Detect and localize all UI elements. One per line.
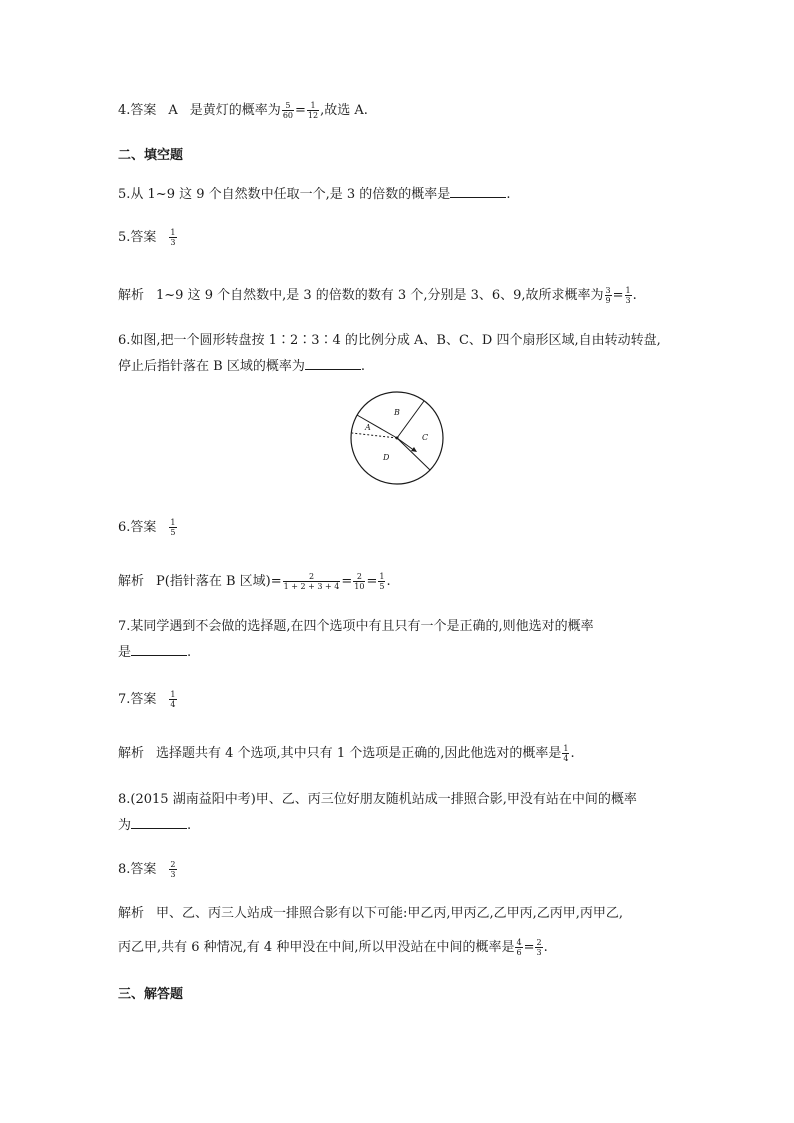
q4-answer-line: 4.答案 A 是黄灯的概率为 $\frac{5}{60}$ = $\frac{1}{12}$ ,故选 A. [118,101,368,120]
q4-answer-choice: A [168,103,178,118]
sector-divider-ab [357,415,397,438]
q6-answer [118,518,178,537]
q8-analysis-line1: 解析 甲、乙、丙三人站成一排照合影有以下可能:甲乙丙,甲丙乙,乙甲丙,乙丙甲,丙甲乙, [118,906,624,921]
answer-label: 8.答案 [118,862,157,877]
section-title-fill-blank: 二、填空题 [118,148,184,163]
answer-blank [450,184,506,198]
analysis-label: 解析 [118,288,145,303]
q6-question-line1: 6.如图,把一个圆形转盘按 1∶2∶3∶4 的比例分成 A、B、C、D 四个扇形区域,自由转动转盘, [118,333,661,348]
analysis-label: 解析 [118,746,145,761]
answer-blank [131,642,187,656]
analysis-label: 解析 [118,906,145,921]
answer-label: 7.答案 [118,692,157,707]
sector-label-a: A [365,423,371,432]
q6-question-line2: 停止后指针落在 B 区域的概率为 . [118,356,365,376]
pointer-needle [397,438,415,451]
fraction: $\frac{1}{5}$ [379,572,385,591]
q8-answer [118,860,178,879]
fraction: $\frac{1}{4}$ [563,744,569,763]
answer-blank [305,356,361,370]
analysis-label: 解析 [118,574,145,589]
q7-question-line1: 7.某同学遇到不会做的选择题,在四个选项中有且只有一个是正确的,则他选对的概率 [118,619,594,634]
fraction: $\frac{1}{3}$ [170,228,176,247]
q8-analysis-line2: 丙乙甲,共有 6 种情况,有 4 种甲没在中间,所以甲没站在中间的概率是 $\frac{4}{6}$ = $\frac{2}{3}$ . [118,938,548,957]
fraction: $\frac{2}{1 + 2 + 3 + 4}$ [283,572,340,591]
q5-answer [118,228,178,247]
q8-question-line1: 8.(2015 湖南益阳中考)甲、乙、丙三位好朋友随机站成一排照合影,甲没有站在中间的概率 [118,792,637,807]
fraction: $\frac{5}{60}$ [282,101,293,120]
q4-answer-text: 是黄灯的概率为 [189,103,281,118]
fraction: $\frac{3}{9}$ [605,286,611,305]
fraction: $\frac{2}{10}$ [354,572,365,591]
sector-divider-cd [397,438,430,470]
fraction: $\frac{2}{3}$ [536,938,542,957]
sector-label-d: D [383,453,390,462]
q5-question: 5.从 1~9 这 9 个自然数中任取一个,是 3 的倍数的概率是 . [118,184,510,204]
fraction: $\frac{1}{5}$ [170,518,176,537]
spinner-center [396,437,399,440]
spinner-figure [345,390,449,486]
q7-analysis: 解析 选择题共有 4 个选项,其中只有 1 个选项是正确的,因此他选对的概率是 $\frac{1}{4}$ . [118,744,575,763]
q5-analysis: 解析 1~9 这 9 个自然数中,是 3 的倍数的数有 3 个,分别是 3、6、9,故所求概率为 $\frac{3}{9}$ = $\frac{1}{3}$ . [118,286,637,305]
fraction: $\frac{2}{3}$ [170,860,176,879]
sector-divider-bc [397,401,424,438]
sector-label-b: B [394,408,400,417]
answer-label: 6.答案 [118,520,157,535]
fraction: $\frac{1}{3}$ [625,286,631,305]
q8-question-line2: 为 . [118,815,191,835]
q4-answer-text-end: ,故选 A. [320,103,368,118]
q7-answer [118,690,178,709]
answer-label: 5.答案 [118,230,157,245]
section-title-solve: 三、解答题 [118,987,184,1002]
fraction: $\frac{4}{6}$ [516,938,522,957]
answer-blank [131,815,187,829]
fraction: $\frac{1}{12}$ [307,101,319,120]
sector-label-c: C [422,433,429,442]
q7-question-line2: 是 . [118,642,191,662]
fraction: $\frac{1}{4}$ [170,690,176,709]
q6-analysis: 解析 P(指针落在 B 区域)= $\frac{2}{1 + 2 + 3 + 4}$ = $\frac{2}{10}$ = $\frac{1}{5}$ . [118,572,391,591]
q4-answer-label: 4.答案 [118,103,157,118]
pointer-arrow-icon [411,447,417,452]
